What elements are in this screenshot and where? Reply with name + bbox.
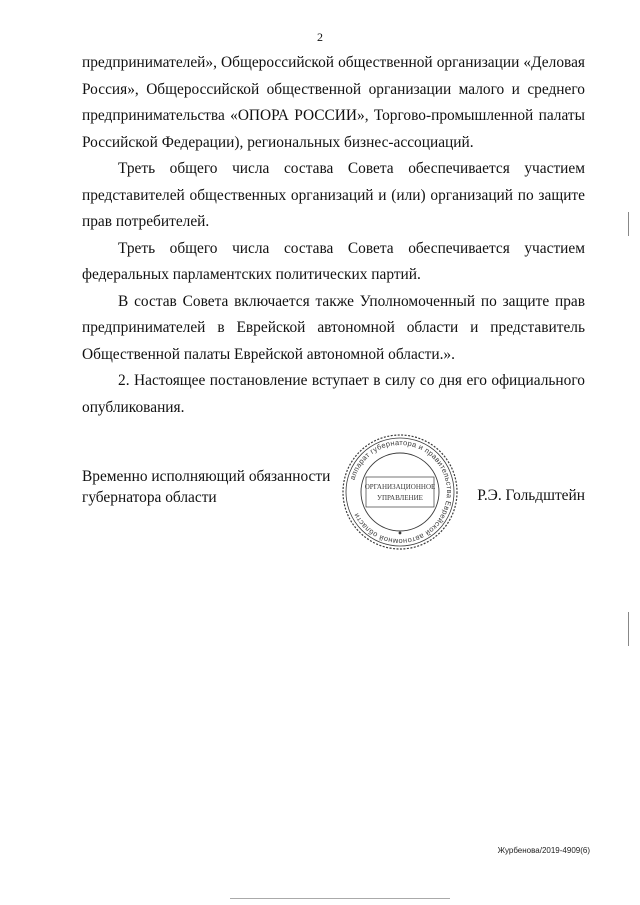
paragraph-4: В состав Совета включается также Уполномоченный по защите прав предпринимателей в Еврейской автономной области и представитель Общественной палаты Еврейской автономной области.». [82, 292, 585, 363]
signer-name: Р.Э. Гольдштейн [477, 487, 585, 504]
stamp-center-line-2: УПРАВЛЕНИЕ [377, 494, 423, 502]
paragraph-2: Треть общего числа состава Совета обеспечивается участием представителей общественных организаций и (или) организаций по защите прав потребителей. [82, 160, 585, 230]
page-number: 2 [317, 30, 323, 44]
signer-title [82, 466, 342, 508]
document-body [82, 50, 585, 421]
signer-title-line-2: губернатора области [82, 489, 217, 506]
stamp-asterisk-icon [399, 532, 402, 535]
paragraph-3: Треть общего числа состава Совета обеспечивается участием федеральных парламентских политических партий. [82, 239, 585, 283]
signature-block [82, 437, 585, 547]
scan-margin-mark [628, 612, 629, 646]
official-seal-stamp [340, 432, 460, 552]
stamp-center-frame [366, 477, 434, 507]
stamp-center-line-1: ОРГАНИЗАЦИОННОЕ [364, 483, 436, 491]
paragraph-5: 2. Настоящее постановление вступает в силу со дня его официального опубликования. [82, 372, 585, 416]
stamp-ring-textpath: аппарат губернатора и правительства Еврейской автономной области [347, 437, 455, 547]
stamp-ring-text [348, 438, 454, 546]
paragraph-1: предпринимателей», Общероссийской общественной организации «Деловая Россия», Общероссийской общественной организации малого и среднего предпринимательства «ОПОРА РОССИИ», Торгово-промышленной палаты Российской Федерации), региональных бизнес-ассоциаций. [82, 54, 585, 151]
scan-edge-line [230, 898, 450, 899]
signer-title-line-1: Временно исполняющий обязанности [82, 468, 331, 485]
scan-margin-mark [628, 212, 629, 236]
document-reference: Журбенова/2019-4909(6) [497, 846, 590, 855]
